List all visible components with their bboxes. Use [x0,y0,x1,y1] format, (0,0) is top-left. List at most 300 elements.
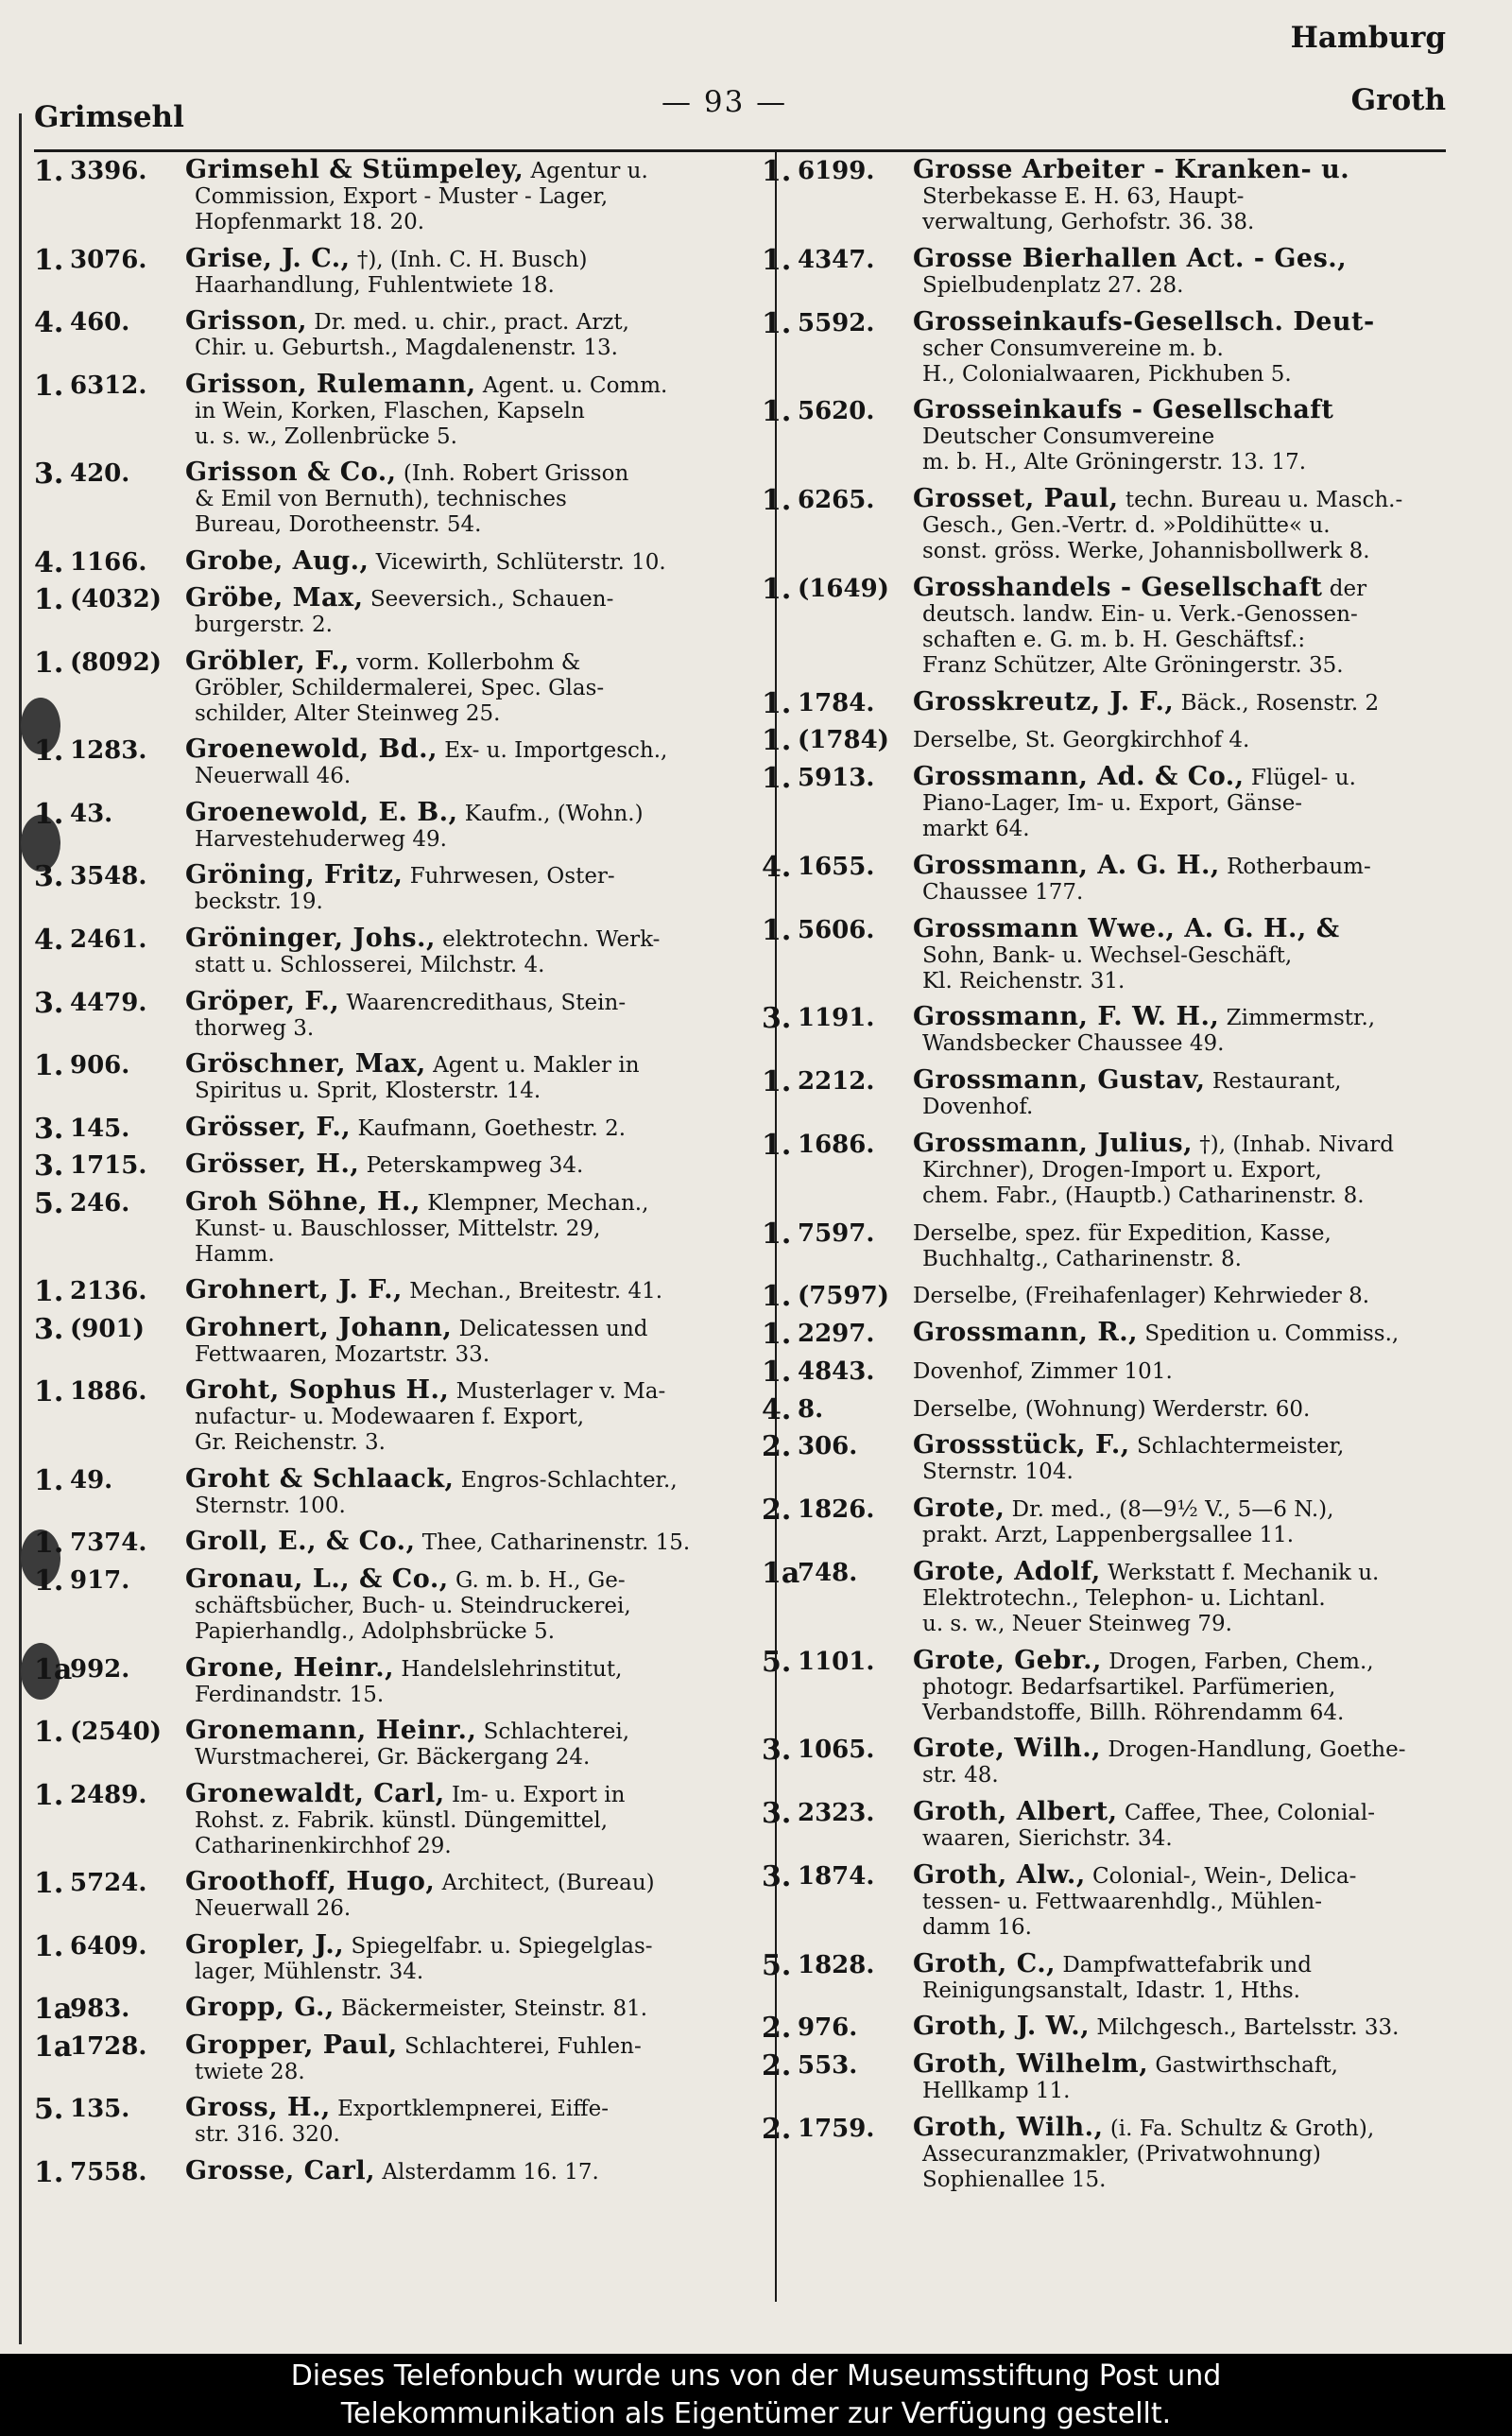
entry-continuation-line: Spielbudenplatz 27. 28. [922,272,1184,298]
entry-continuation-line: H., Colonialwaaren, Pickhuben 5. [922,361,1292,387]
directory-entry [762,2112,1489,2193]
subscriber-name: Grote, Adolf, [913,1556,1101,1586]
entry-continuation-line: & Emil von Bernuth), technisches [195,487,567,512]
line-class: 4. [762,850,792,884]
directory-entry [34,1112,762,1146]
phone-number: 1828. [798,1950,875,1979]
header-rule [34,149,1446,152]
phone-number: 420. [70,459,130,489]
line-class: 2. [762,2049,792,2082]
entry-continuation-line: Reinigungsanstalt, Idastr. 1, Hths. [922,1978,1300,2003]
directory-entry [34,862,762,915]
directory-entry [762,1859,1489,1941]
entry-continuation-line: lager, Mühlenstr. 34. [195,1959,424,1984]
subscriber-name: Gronemann, Heinr., [185,1716,477,1746]
entry-continuation-line: tessen- u. Fettwaarenhdlg., Mühlen- [922,1889,1323,1914]
entry-first-line [913,1645,1489,1675]
line-class: 3. [34,458,64,492]
line-class: 3. [34,860,64,894]
phone-number: 1191. [798,1004,875,1033]
subscriber-name: Gropper, Paul, [185,2030,398,2060]
entry-continuation-line: Chaussee 177. [922,879,1084,905]
entry-continuation-line: Bureau, Dorotheenstr. 54. [195,512,482,538]
directory-entry [34,157,762,235]
entry-first-line [913,243,1489,273]
line-class: 3. [762,1002,792,1036]
entry-continuation-line: Fettwaaren, Mozartstr. 33. [195,1341,490,1367]
entry-continuation-line: str. 316. 320. [195,2122,340,2148]
phone-number: 43. [70,799,113,828]
running-head-right: Groth [1350,83,1446,117]
subscriber-name: Grosse Arbeiter - Kranken- u. [913,155,1350,184]
phone-number: 7558. [70,2157,147,2186]
phone-number: 1886. [70,1377,147,1407]
line-class: 3. [34,1312,64,1346]
entry-first-line [185,459,762,487]
phone-number: (7597) [798,1282,889,1311]
entry-continuation-line: Gr. Reichenstr. 3. [195,1430,386,1456]
subscriber-details: Kaufmann, Goethestr. 2. [357,1115,627,1141]
entry-continuation-line: Assecuranzmakler, (Privatwohnung) [922,2141,1321,2167]
phone-number: 4347. [798,245,875,274]
region-heading: Hamburg [1290,21,1446,55]
directory-entry [762,2051,1489,2104]
subscriber-details: G. m. b. H., Ge- [455,1568,626,1594]
directory-entry [762,1219,1489,1272]
phone-number: 6199. [798,157,875,185]
subscriber-name: Grohnert, J. F., [185,1275,403,1305]
line-class: 3. [34,1149,64,1183]
entry-continuation-line: scher Consumvereine m. b. [922,336,1224,361]
subscriber-name: Grossmann, Gustav, [913,1065,1206,1095]
entry-continuation-line: nufactur- u. Modewaaren f. Export, [195,1405,585,1430]
phone-number: 1784. [798,688,875,717]
directory-entry [762,243,1489,299]
subscriber-details: Delicatessen und [458,1316,648,1341]
entry-continuation-line: Papierhandlg., Adolphsbrücke 5. [195,1619,556,1645]
subscriber-details: Architect, (Bureau) [441,1871,655,1896]
phone-number: 992. [70,1654,130,1684]
entry-continuation-line: Sternstr. 104. [922,1460,1074,1485]
entry-continuation-line: u. s. w., Zollenbrücke 5. [195,423,457,449]
entry-first-line [913,1004,1489,1031]
subscriber-name: Gröbe, Max, [185,583,364,613]
line-class: 1. [762,395,792,429]
directory-entry [34,545,762,579]
line-class: 1. [762,913,792,947]
subscriber-name: Groth, Alw., [913,1859,1086,1890]
subscriber-name: Grossmann, A. G. H., [913,850,1220,880]
directory-entry [762,1948,1489,2004]
subscriber-name: Groth, Albert, [913,1797,1118,1826]
subscriber-name: Grossmann, Julius, [913,1128,1193,1158]
directory-entry [34,243,762,299]
phone-number: 4843. [798,1356,875,1386]
entry-continuation-line: Sterbekasse E. H. 63, Haupt- [922,184,1245,209]
entry-first-line [913,2013,1489,2041]
subscriber-name: Grisson & Co., [185,458,397,488]
directory-entry [34,797,762,853]
line-class: 1a [34,1993,73,2027]
phone-number: 976. [798,2013,858,2043]
subscriber-details: Derselbe, spez. für Expedition, Kasse, [913,1220,1332,1246]
line-class: 1. [762,1280,792,1314]
phone-number: 5913. [798,764,875,792]
phone-number: (2540) [70,1718,162,1747]
entry-continuation-line: u. s. w., Neuer Steinweg 79. [922,1611,1232,1636]
phone-number: 2136. [70,1277,147,1306]
archive-notice-line-2: Telekommunikation als Eigentümer zur Verfügung gestellt. [340,2397,1172,2430]
archive-notice [0,2354,1512,2436]
subscriber-name: Grote, Gebr., [913,1645,1102,1675]
entry-continuation-line: deutsch. landw. Ein- u. Verk.-Genossen- [922,601,1358,627]
phone-number: 3396. [70,157,147,185]
entry-continuation-line: str. 48. [922,1763,999,1788]
entry-continuation-line: schilder, Alter Steinweg 25. [195,700,501,726]
subscriber-name: Grossmann, F. W. H., [913,1002,1220,1032]
entry-first-line [185,2095,762,2122]
entry-first-line [185,243,762,273]
subscriber-details: Derselbe, St. Georgkirchhof 4. [913,728,1250,753]
line-class: 2. [762,1430,792,1464]
directory-entry [34,925,762,978]
phone-number: 5606. [798,915,875,944]
left-column [34,157,762,2189]
entry-first-line [185,2155,762,2185]
phone-number: (1784) [798,726,889,755]
entry-first-line [185,1051,762,1079]
subscriber-details: Rotherbaum- [1227,854,1371,879]
entry-first-line [913,1395,1489,1423]
entry-first-line [913,2051,1489,2079]
directory-entry [34,1186,762,1268]
entry-continuation-line: Neuerwall 46. [195,764,352,789]
subscriber-details: Agent u. Makler in [433,1053,640,1079]
subscriber-details: Dr. med. u. chir., pract. Arzt, [314,310,629,336]
directory-entry [34,1051,762,1104]
subscriber-name: Grote, Wilh., [913,1734,1102,1764]
phone-number: 5592. [798,308,875,337]
subscriber-details: Kaufm., (Wohn.) [464,801,644,826]
directory-entry [762,397,1489,475]
subscriber-details: Alsterdamm 16. 17. [382,2159,599,2185]
subscriber-details: Musterlager v. Ma- [455,1379,666,1405]
directory-entry [34,1377,762,1456]
directory-entry [762,1355,1489,1389]
line-class: 1. [34,583,64,617]
archive-notice-line-1: Dieses Telefonbuch wurde uns von der Museumsstiftung Post und [290,2359,1222,2393]
entry-first-line [913,1859,1489,1890]
line-class: 1. [762,1065,792,1098]
line-class: 1. [762,484,792,517]
entry-continuation-line: in Wein, Korken, Flaschen, Kapseln [195,398,585,423]
subscriber-details: Dampfwattefabrik und [1062,1952,1312,1978]
entry-continuation-line: Piano-Lager, Im- u. Export, Gänse- [922,791,1303,816]
entry-continuation-line: prakt. Arzt, Lappenbergsallee 11. [922,1523,1295,1547]
subscriber-name: Grosse Bierhallen Act. - Ges., [913,243,1348,273]
entry-continuation-line: Hellkamp 11. [922,2079,1071,2103]
directory-entry [762,686,1489,720]
directory-entry [762,913,1489,994]
line-class: 1. [762,1128,792,1162]
subscriber-details: Vicewirth, Schlüterstr. 10. [375,549,666,575]
entry-first-line [913,306,1489,337]
subscriber-details: †), (Inhab. Nivard [1199,1132,1395,1157]
line-class: 4. [34,306,64,340]
directory-entry [34,308,762,361]
phone-number: 6312. [70,371,147,400]
entry-first-line [913,397,1489,424]
subscriber-details: Werkstatt f. Mechanik u. [1108,1560,1380,1585]
line-class: 1. [34,1527,64,1561]
subscriber-details: Klempner, Mechan., [427,1190,649,1216]
entry-continuation-line: Kl. Reichenstr. 31. [922,968,1125,993]
subscriber-details: Drogen-Handlung, Goethe- [1108,1737,1406,1763]
directory-entry [762,306,1489,388]
entry-continuation-line: Catharinenkirchhof 29. [195,1833,452,1858]
entry-first-line [913,1219,1489,1247]
line-class: 1. [34,646,64,680]
directory-entry [34,1718,762,1771]
line-class: 1. [34,1463,64,1497]
phone-number: 2323. [798,1799,875,1827]
entry-continuation-line: thorweg 3. [195,1015,315,1041]
directory-entry [762,1280,1489,1314]
entry-continuation-line: chem. Fabr., (Hauptb.) Catharinenstr. 8. [922,1183,1365,1208]
entry-first-line [913,1948,1489,1978]
entry-continuation-line: Kirchner), Drogen-Import u. Export, [922,1157,1322,1183]
subscriber-details: Spiegelfabr. u. Spiegelglas- [351,1933,653,1959]
entry-continuation-line: Sternstr. 100. [195,1493,346,1518]
directory-entry [34,1566,762,1645]
subscriber-name: Grossmann, R., [913,1318,1139,1347]
entry-continuation-line: damm 16. [922,1914,1032,1940]
entry-first-line [913,1556,1489,1586]
line-class: 1. [762,1355,792,1389]
entry-first-line [185,308,762,336]
phone-number: 5724. [70,1869,147,1898]
directory-entry [34,1652,762,1708]
line-class: 3. [34,986,64,1020]
entry-first-line [913,726,1489,753]
entry-continuation-line: Neuerwall 26. [195,1896,352,1922]
entry-first-line [913,1736,1489,1763]
subscriber-name: Gronewaldt, Carl, [185,1778,445,1808]
line-class: 3. [34,1112,64,1146]
phone-number: 1759. [798,2114,875,2143]
subscriber-name: Grohnert, Johann, [185,1312,453,1342]
entry-continuation-line: Deutscher Consumvereine [922,424,1215,450]
entry-continuation-line: Kunst- u. Bauschlosser, Mittelstr. 29, [195,1216,601,1241]
subscriber-details: Seeversich., Schauen- [369,587,614,613]
phone-number: 135. [70,2095,130,2124]
directory-entry [762,1128,1489,1209]
directory-entry [762,1318,1489,1351]
subscriber-name: Grösser, H., [185,1149,360,1180]
subscriber-details: Bäckermeister, Steinstr. 81. [341,1996,648,2022]
entry-continuation-line: waaren, Sierichstr. 34. [922,1826,1173,1851]
entry-continuation-line: Elektrotechn., Telephon- u. Lichtanl. [922,1585,1326,1611]
subscriber-name: Grossstück, F., [913,1430,1130,1460]
phone-number: 306. [798,1432,858,1461]
page-number: — 93 — [662,85,788,119]
right-column [762,157,1489,2197]
entry-continuation-line: Ferdinandstr. 15. [195,1682,385,1707]
entry-continuation-line: markt 64. [922,817,1030,841]
entry-continuation-line: Haarhandlung, Fuhlentwiete 18. [195,272,555,298]
entry-first-line [185,1929,762,1960]
subscriber-name: Gronau, L., & Co., [185,1564,449,1595]
line-class: 1. [762,762,792,795]
subscriber-name: Gropler, J., [185,1929,345,1960]
entry-continuation-line: Hamm. [195,1241,275,1267]
entry-first-line [185,986,762,1016]
phone-number: 1065. [798,1736,875,1765]
subscriber-details: Spedition u. Commiss., [1144,1322,1400,1346]
entry-continuation-line: Buchhaltg., Catharinenstr. 8. [922,1246,1242,1271]
subscriber-name: Groht & Schlaack, [185,1463,455,1494]
subscriber-name: Groht, Sophus H., [185,1375,450,1406]
phone-number: 1166. [70,547,147,577]
line-class: 1. [34,2155,64,2189]
directory-entry [34,736,762,789]
subscriber-name: Grisson, Rulemann, [185,369,476,399]
phone-number: 5620. [798,397,875,426]
entry-continuation-line: Spiritus u. Sprit, Klosterstr. 14. [195,1079,541,1104]
line-class: 1. [762,1318,792,1351]
phone-number: 1826. [798,1495,875,1524]
directory-entry [762,1432,1489,1485]
phone-number: 1101. [798,1647,875,1676]
line-class: 3. [762,1734,792,1768]
entry-continuation-line: Commission, Export - Muster - Lager, [195,184,609,209]
subscriber-name: Groth, Wilh., [913,2112,1104,2142]
directory-entry [34,986,762,1042]
line-class: 5. [762,1645,792,1679]
subscriber-name: Grise, J. C., [185,243,351,273]
phone-number: 6409. [70,1931,147,1961]
entry-first-line [185,862,762,890]
entry-first-line [185,371,762,399]
entry-continuation-line: sonst. gröss. Werke, Johannisbollwerk 8. [922,539,1370,563]
line-class: 1a [34,2030,73,2064]
subscriber-details: Schlachtermeister, [1137,1434,1345,1460]
directory-entry [34,459,762,538]
line-class: 1. [34,1049,64,1083]
subscriber-details: Colonial-, Wein-, Delica- [1092,1863,1357,1889]
entry-first-line [913,1357,1489,1385]
entry-continuation-line: schaften e. G. m. b. H. Geschäftsf.: [922,627,1306,652]
entry-continuation-line: beckstr. 19. [195,890,323,915]
directory-entry [34,2155,762,2189]
subscriber-name: Grimsehl & Stümpeley, [185,155,524,184]
subscriber-name: Groth, J. W., [913,2012,1091,2042]
subscriber-name: Gröper, F., [185,986,340,1016]
phone-number: 1715. [70,1151,147,1181]
entry-first-line [185,1114,762,1142]
phone-number: (8092) [70,648,162,677]
phone-number: 1728. [70,2031,147,2061]
phone-number: 2489. [70,1780,147,1809]
subscriber-name: Groth, C., [913,1948,1057,1978]
directory-entry [34,1527,762,1561]
line-class: 1. [34,797,64,831]
subscriber-details: Waarencredithaus, Stein- [346,990,627,1015]
phone-number: 553. [798,2051,858,2080]
subscriber-name: Grisson, [185,306,307,337]
subscriber-details: Dovenhof, Zimmer 101. [913,1358,1173,1384]
entry-first-line [185,1652,762,1683]
entry-first-line [913,1128,1489,1158]
entry-continuation-line: Chir. u. Geburtsh., Magdalenenstr. 13. [195,336,618,361]
line-class: 5. [34,1186,64,1220]
phone-number: 49. [70,1465,113,1494]
entry-first-line [185,545,762,576]
phone-number: (4032) [70,585,162,614]
entry-continuation-line: Dovenhof. [922,1095,1034,1119]
line-class: 1. [34,1275,64,1309]
directory-entry [34,648,762,727]
directory-entry [34,1275,762,1309]
phone-number: 2212. [798,1067,875,1096]
line-class: 1. [34,369,64,403]
entry-first-line [913,572,1489,602]
entry-first-line [185,1186,762,1217]
entry-first-line [913,1282,1489,1309]
directory-entry [34,1778,762,1859]
directory-entry [34,1312,762,1368]
entry-first-line [913,1799,1489,1826]
directory-entry [762,850,1489,906]
entry-first-line [185,797,762,827]
subscriber-details: Gastwirthschaft, [1155,2053,1338,2078]
subscriber-name: Grosseinkaufs-Gesellsch. Deut- [913,306,1375,337]
subscriber-details: Agent. u. Comm. [482,372,668,398]
directory-entry [762,1556,1489,1637]
subscriber-details: Flügel- u. [1250,766,1356,790]
subscriber-details: Schlachterei, [483,1719,630,1745]
entry-first-line [185,648,762,676]
line-class: 1a [34,1652,73,1686]
line-class: 1. [34,1375,64,1409]
entry-continuation-line: photogr. Bedarfsartikel. Parfümerien, [922,1674,1336,1700]
directory-entry [762,572,1489,679]
line-class: 1. [762,572,792,606]
subscriber-details: Agentur u. [530,159,648,183]
directory-entry [762,1067,1489,1120]
phone-number: 917. [70,1566,130,1596]
page-edge-rule [19,113,22,2344]
subscriber-details: techn. Bureau u. Masch.- [1125,488,1403,512]
directory-entry [762,1736,1489,1788]
entry-first-line [185,736,762,764]
line-class: 1a [762,1556,800,1590]
entry-first-line [185,1566,762,1594]
directory-entry [34,2095,762,2148]
entry-continuation-line: Wandsbecker Chaussee 49. [922,1031,1225,1057]
phone-number: 8. [798,1394,824,1424]
phone-number: 2461. [70,925,147,955]
entry-continuation-line: m. b. H., Alte Gröningerstr. 13. 17. [922,450,1307,475]
line-class: 1. [34,155,64,188]
subscriber-details: (i. Fa. Schultz & Groth), [1109,2116,1375,2141]
subscriber-details: elektrotechn. Werk- [442,927,661,953]
entry-first-line [913,1495,1489,1523]
entry-continuation-line: Franz Schützer, Alte Gröningerstr. 35. [922,652,1344,678]
line-class: 1. [34,1778,64,1812]
subscriber-details: Im- u. Export in [451,1782,626,1807]
line-class: 1. [34,1564,64,1598]
